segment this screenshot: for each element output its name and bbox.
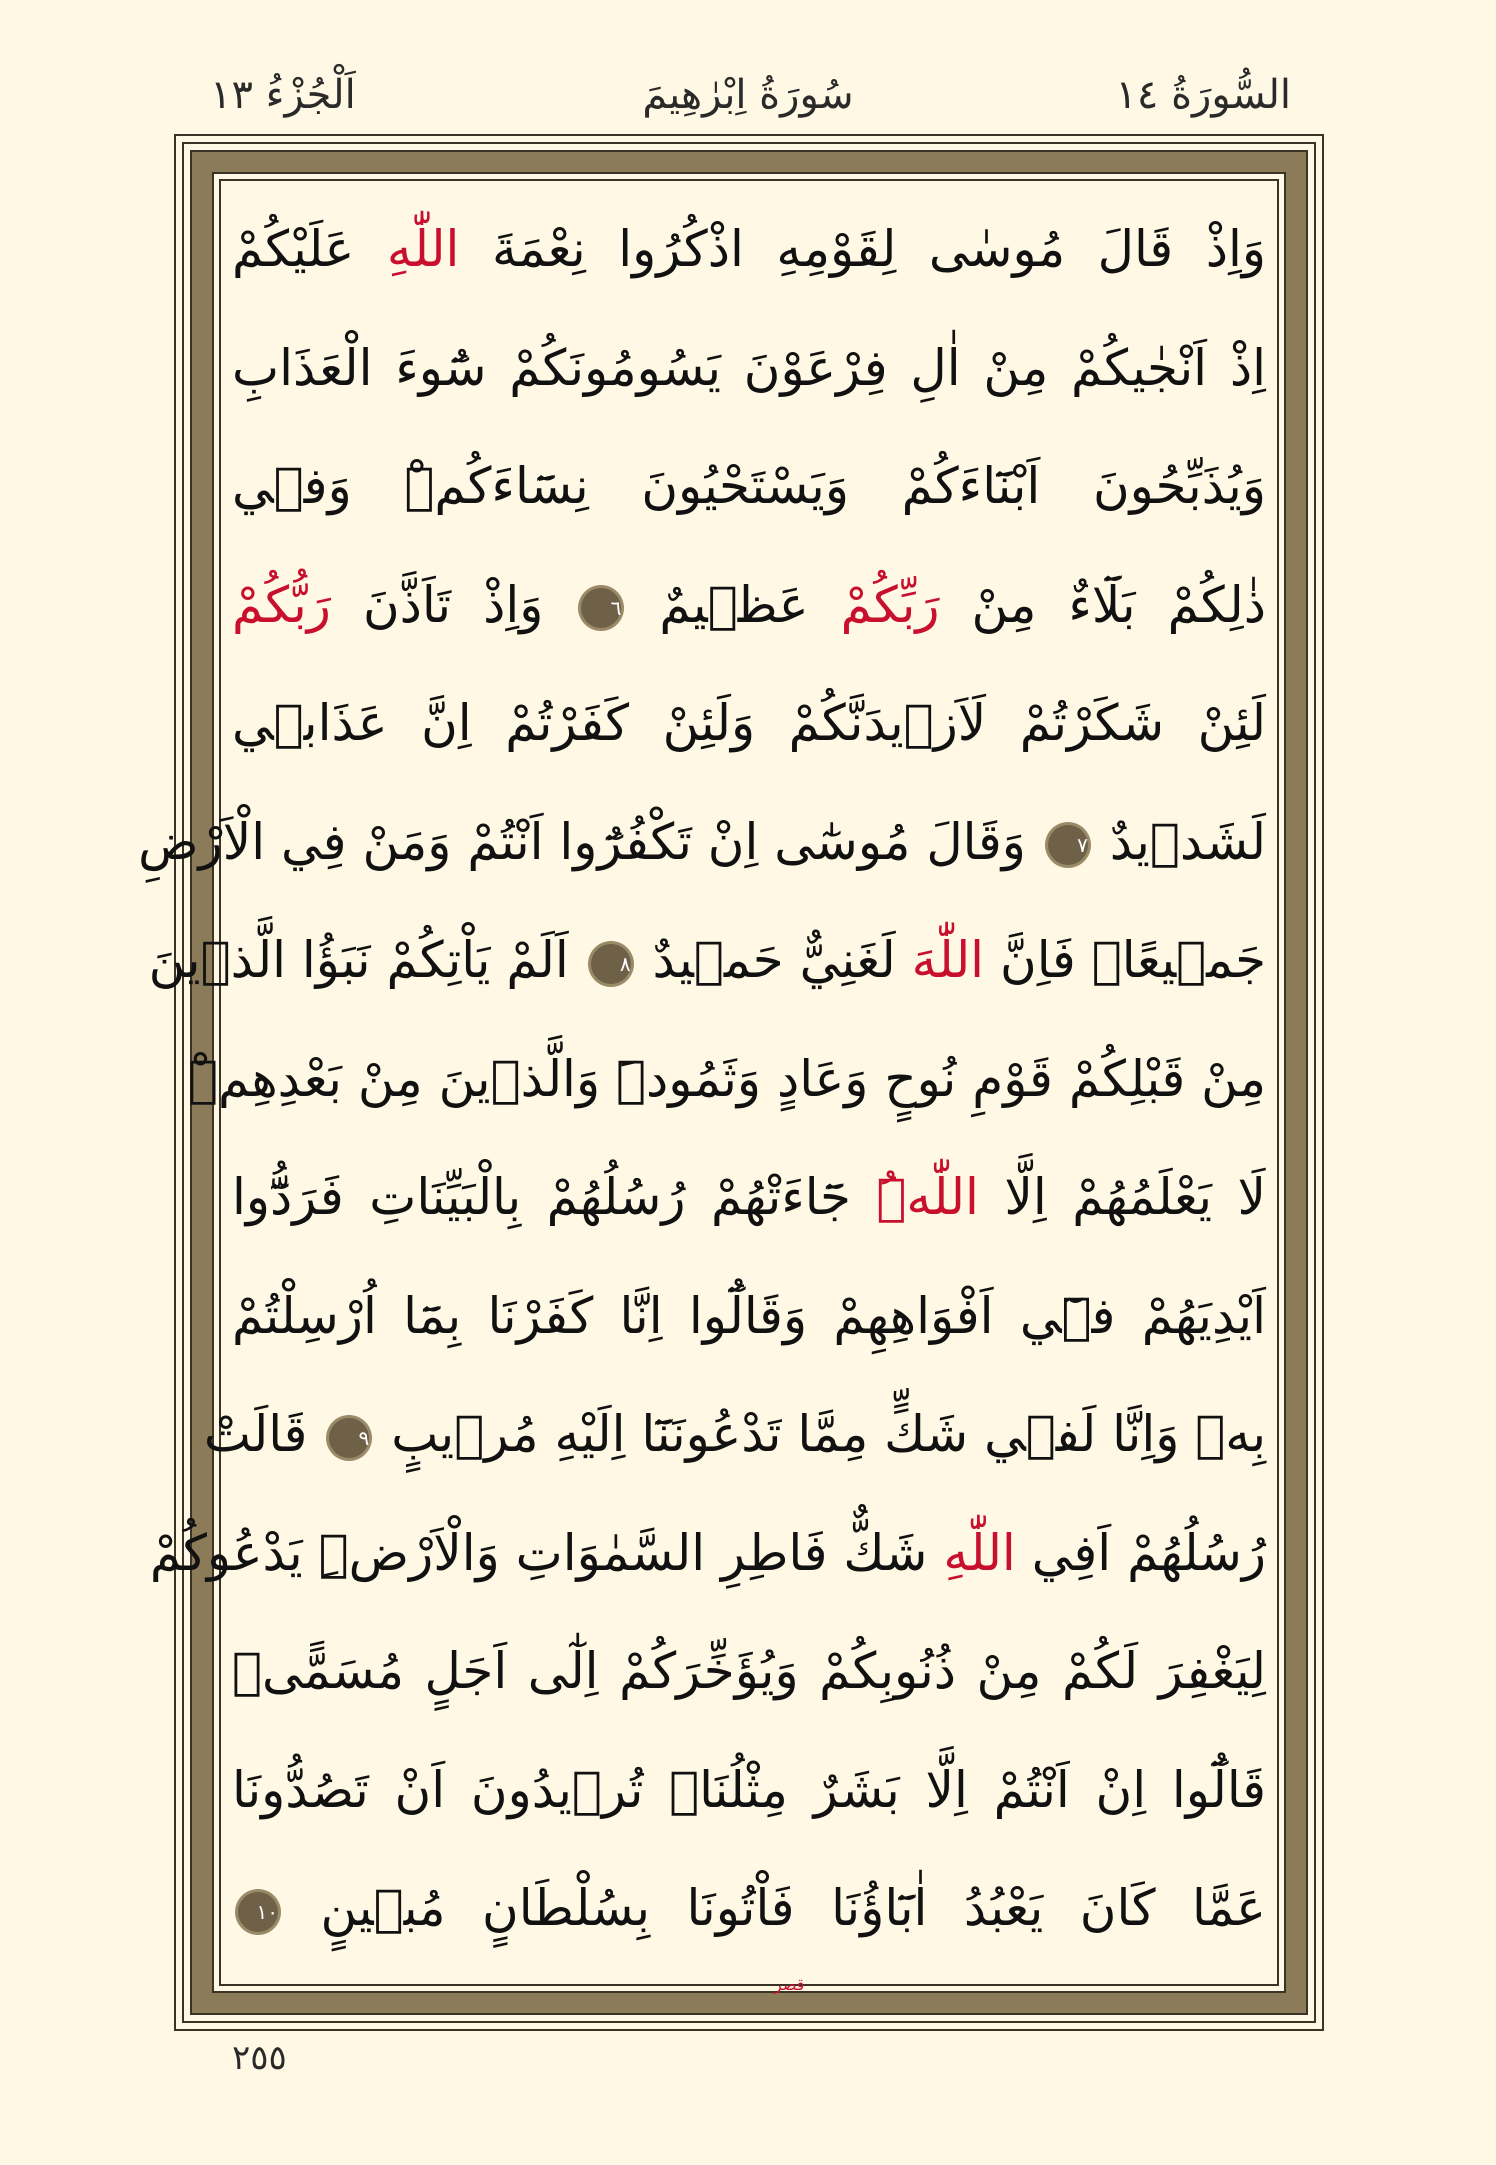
verse-text: اَلَمْ يَاْتِكُمْ نَبَؤُا الَّذٖينَ [148,931,585,989]
verse-text: جَٓاءَتْهُمْ رُسُلُهُمْ بِالْبَيِّنَاتِ فَرَدُّٓوا [232,1168,877,1226]
ayah-number-marker: ٩ [329,1418,369,1458]
verse-text: قَالَتْ [203,1405,324,1463]
qasr-note: قصر [774,1975,805,1994]
verse-text: لَئِنْ شَكَرْتُمْ لَاَزٖيدَنَّكُمْ وَلَئِنْ كَفَرْتُمْ اِنَّ عَذَابٖي [232,694,1266,752]
verse-text: لَا يَعْلَمُهُمْ اِلَّا [978,1168,1266,1226]
ayah-number-marker: ٨ [591,944,631,984]
verse-text: شَكٌّ فَاطِرِ السَّمٰوَاتِ وَالْاَرْضِۜ يَدْعُوكُمْ [149,1523,944,1582]
verse-text: وَاِذْ قَالَ مُوسٰى لِقَوْمِهِ اذْكُرُوا نِعْمَةَ [459,220,1266,278]
verse-line [232,1257,1266,1375]
divine-name-text: اللّٰهِ [386,220,460,278]
verse-text: قَالُٓوا اِنْ اَنْتُمْ اِلَّا بَشَرٌ مِثْلُنَاۜ تُرٖيدُونَ اَنْ تَصُدُّونَا [232,1760,1266,1819]
verse-text: وَاِذْ تَاَذَّنَ [330,575,576,634]
verse-line [232,190,1266,308]
verse-line [138,783,1266,901]
divine-name-text: اللّٰهُۜ [876,1168,979,1226]
page-number: ٢٥٥ [232,2038,287,2078]
verse-line [149,1494,1266,1612]
ayah-number-marker: ٧ [1048,825,1088,865]
ayah-number-marker: ١٠ [238,1892,278,1932]
verse-text: لَشَدٖيدٌ [1093,812,1266,871]
verse-text: بِهٖ وَاِنَّا لَفٖي شَكٍّ مِمَّا تَدْعُونَنَٓا اِلَيْهِ مُرٖيبٍ [375,1405,1266,1463]
verse-text: وَقَالَ مُوسٰٓى اِنْ تَكْفُرُٓوا اَنْتُمْ وَمَنْ فِي الْاَرْضِ [138,812,1042,871]
divine-name-text: رَبُّكُمْ [232,575,331,634]
quran-text [138,190,1266,1980]
surah-number: السُّورَةُ ١٤ [1115,72,1291,118]
verse-line [232,1849,1266,1967]
divine-name-text: اللّٰهَ [911,931,985,989]
verse-line [188,1020,1266,1138]
verse-line [232,309,1266,427]
verse-text: ذٰلِكُمْ بَلَٓاءٌ مِنْ [939,575,1266,634]
verse-text: وَيُذَبِّحُونَ اَبْنَٓاءَكُمْ وَيَسْتَحْيُونَ نِسَٓاءَكُمْۜ وَفٖي [232,457,1266,515]
verse-text: لِيَغْفِرَ لَكُمْ مِنْ ذُنُوبِكُمْ وَيُؤَخِّرَكُمْ اِلٰٓى اَجَلٍ مُسَمًّىۜ [232,1642,1266,1700]
verse-line [232,1612,1266,1730]
verse-text: اَيْدِيَهُمْ فٖٓي اَفْوَاهِهِمْ وَقَالُٓوا اِنَّا كَفَرْنَا بِمَٓا اُرْسِلْتُمْ [232,1286,1266,1345]
verse-text: عَلَيْكُمْ [232,220,387,278]
verse-text: لَغَنِيٌّ حَمٖيدٌ [636,931,912,989]
surah-name: سُورَةُ اِبْرٰهِيمَ [642,72,854,118]
verse-text: رُسُلُهُمْ اَفِي [1015,1523,1266,1582]
juz-number: اَلْجُزْءُ ١٣ [210,72,356,118]
verse-line [232,427,1266,545]
verse-text: جَمٖيعًاۙ فَاِنَّ [984,931,1266,989]
verse-line [148,901,1266,1019]
divine-name-text: رَبِّكُمْ [840,575,940,634]
verse-text: اِذْ اَنْجٰيكُمْ مِنْ اٰلِ فِرْعَوْنَ يَسُومُونَكُمْ سُٓوءَ الْعَذَابِ [232,338,1266,397]
verse-text: مِنْ قَبْلِكُمْ قَوْمِ نُوحٍ وَعَادٍ وَثَمُودَۜ وَالَّذٖينَ مِنْ بَعْدِهِمْۜ [188,1049,1266,1108]
verse-line [232,664,1266,782]
page-header [0,52,1496,132]
verse-line [232,1138,1266,1256]
verse-text: عَظٖيمٌ [627,575,841,634]
divine-name-text: اللّٰهِ [943,1523,1016,1582]
verse-line [203,1375,1266,1493]
verse-line [232,1731,1266,1849]
verse-line [232,546,1266,664]
verse-text: عَمَّا كَانَ يَعْبُدُ اٰبَٓاؤُنَا فَاْتُونَا بِسُلْطَانٍ مُبٖينٍ [284,1879,1266,1937]
ayah-number-marker: ٦ [581,588,621,628]
